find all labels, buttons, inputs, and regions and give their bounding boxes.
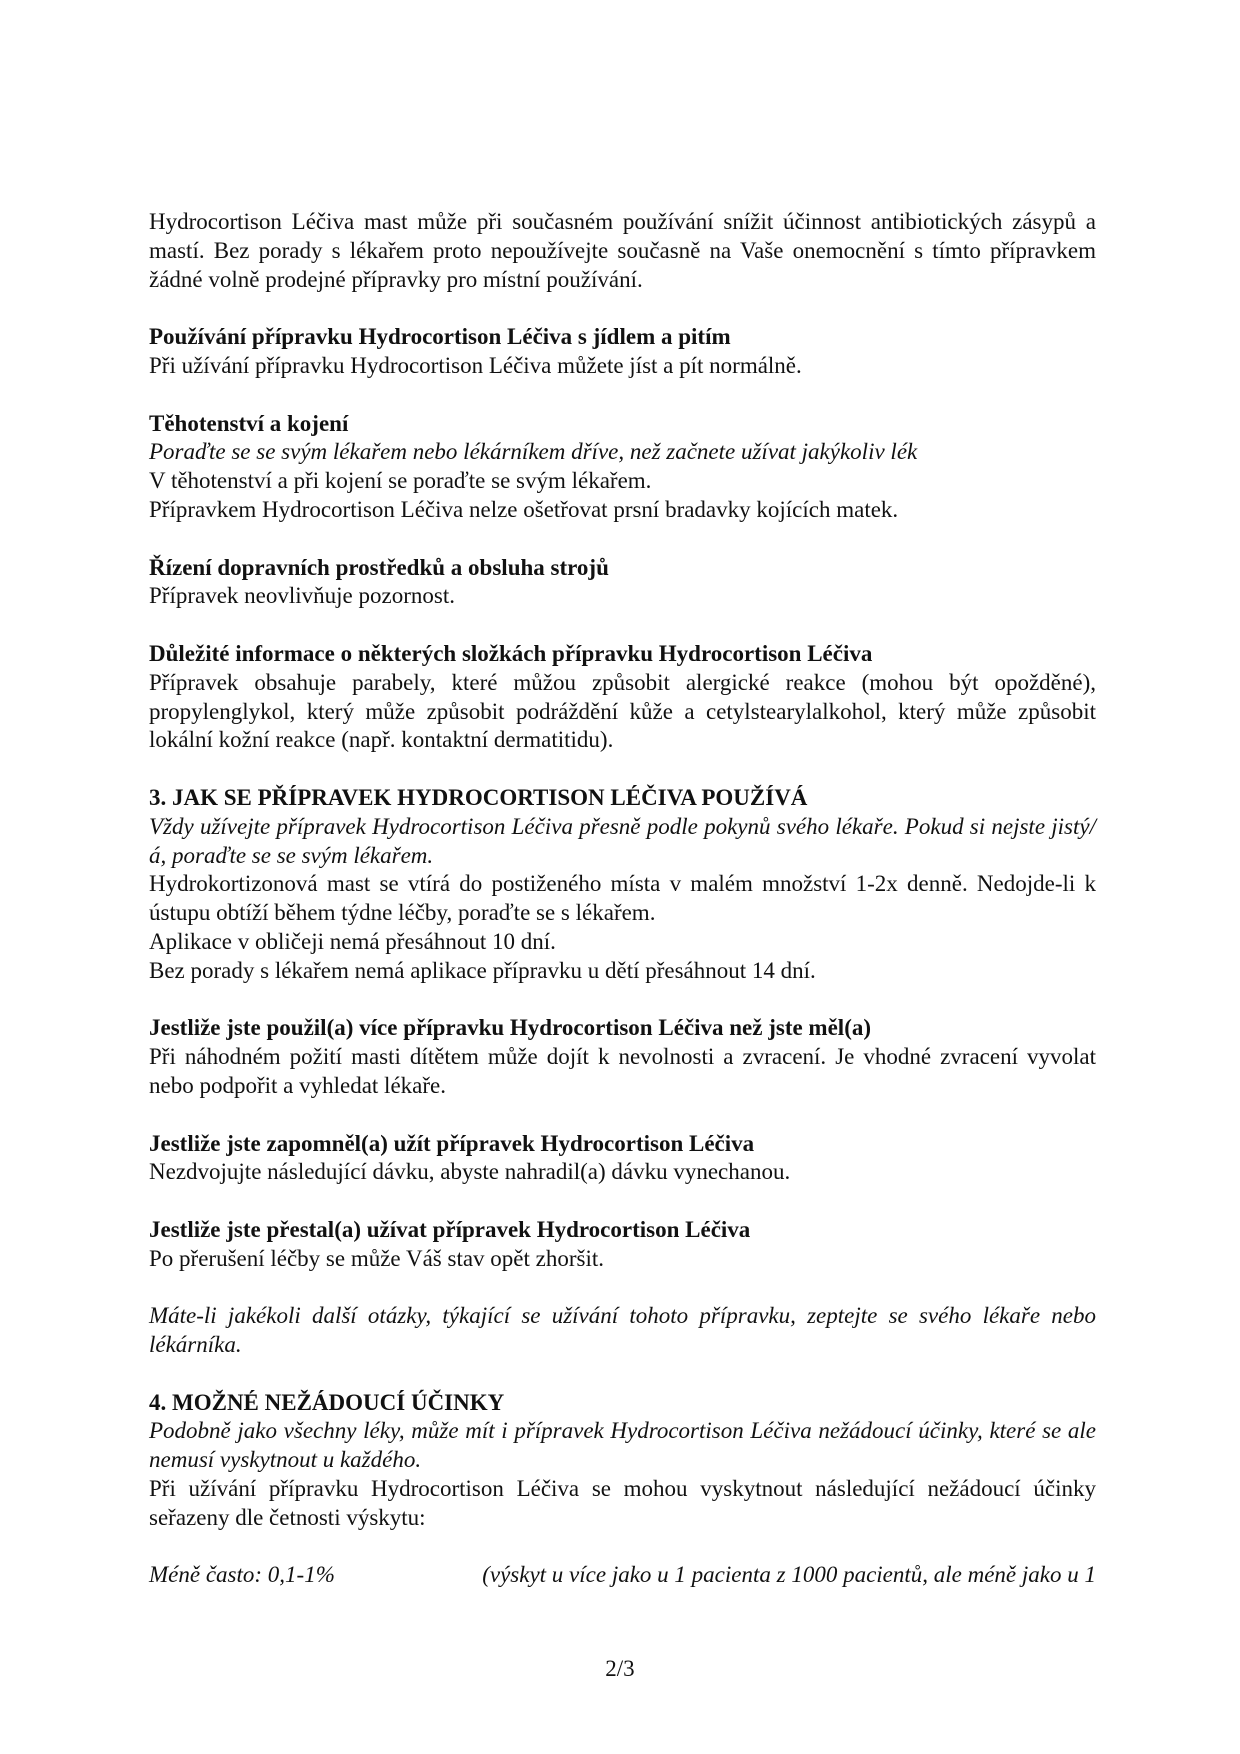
ingredients-heading: Důležité informace o některých složkách přípravku Hydrocortison Léčiva bbox=[149, 640, 873, 666]
section-3-advice: Vždy užívejte přípravek Hydrocortison Léčiva přesně podle pokynů svého lékaře. Pokud si nejste jistý/á, poraďte se se svým lékařem. bbox=[149, 813, 1096, 868]
section-3-heading: 3. JAK SE PŘÍPRAVEK HYDROCORTISON LÉČIVA POUŽÍVÁ bbox=[149, 784, 808, 810]
missed-dose-heading: Jestliže jste zapomněl(a) užít přípravek Hydrocortison Léčiva bbox=[149, 1130, 755, 1156]
pregnancy-heading: Těhotenství a kojení bbox=[149, 410, 349, 436]
section-4-advice: Podobně jako všechny léky, může mít i přípravek Hydrocortison Léčiva nežádoucí účinky, které se ale nemusí vyskytnout u každého. bbox=[149, 1418, 1096, 1473]
frequency-description: (výskyt u více jako u 1 pacienta z 1000 pacientů, ale méně jako u 1 bbox=[482, 1562, 1096, 1588]
pregnancy-advice: Poraďte se se svým lékařem nebo lékárníkem dříve, než začnete užívat jakýkoliv lék bbox=[149, 439, 918, 465]
intro-paragraph: Hydrocortison Léčiva mast může při současném používání snížit účinnost antibiotických zásypů a mastí. Bez porady s lékařem proto nepoužívejte současně na Vaše onemocnění s tímto přípravkem žádné volně prodejné přípravky pro místní používání. bbox=[149, 209, 1096, 292]
questions-text: Máte-li jakékoli další otázky, týkající se užívání tohoto přípravku, zeptejte se svého lékaře nebo lékárníka. bbox=[149, 1303, 1096, 1358]
pregnancy-line-2: Přípravkem Hydrocortison Léčiva nelze ošetřovat prsní bradavky kojících matek. bbox=[149, 496, 899, 522]
overdose-text: Při náhodném požití masti dítětem může dojít k nevolnosti a zvracení. Je vhodné zvracení vyvolat nebo podpořit a vyhledat lékaře. bbox=[149, 1044, 1096, 1098]
page-number: 2/3 bbox=[605, 1656, 635, 1681]
overdose-heading: Jestliže jste použil(a) více přípravku Hydrocortison Léčiva než jste měl(a) bbox=[149, 1015, 872, 1041]
ingredients-text: Přípravek obsahuje parabely, které můžou způsobit alergické reakce (mohou být opožděné), propylenglykol, který může způsobit podráždění kůže a cetylstearylalkohol, který může způsobit lokální kožní reakce (např. kontaktní dermatitidu). bbox=[149, 669, 1096, 753]
section-4-heading: 4. MOŽNÉ NEŽÁDOUCÍ ÚČINKY bbox=[149, 1389, 505, 1415]
stopped-heading: Jestliže jste přestal(a) užívat přípravek Hydrocortison Léčiva bbox=[149, 1216, 751, 1242]
food-text: Při užívání přípravku Hydrocortison Léčiva můžete jíst a pít normálně. bbox=[149, 352, 802, 378]
food-heading: Používání přípravku Hydrocortison Léčiva s jídlem a pitím bbox=[149, 324, 731, 350]
frequency-label: Méně často: 0,1-1% bbox=[149, 1562, 335, 1588]
missed-dose-text: Nezdvojujte následující dávku, abyste nahradil(a) dávku vynechanou. bbox=[149, 1159, 791, 1185]
section-3-face: Aplikace v obličeji nemá přesáhnout 10 dní. bbox=[149, 928, 556, 954]
pregnancy-line-1: V těhotenství a při kojení se poraďte se svým lékařem. bbox=[149, 468, 652, 494]
document-page bbox=[149, 208, 1096, 1590]
section-3-usage: Hydrokortizonová mast se vtírá do postiženého místa v malém množství 1-2x denně. Nedojde-li k ústupu obtíží během týdne léčby, poraďte se s lékařem. bbox=[149, 871, 1096, 926]
driving-heading: Řízení dopravních prostředků a obsluha strojů bbox=[149, 554, 609, 580]
section-3-children: Bez porady s lékařem nemá aplikace přípravku u dětí přesáhnout 14 dní. bbox=[149, 957, 816, 983]
driving-text: Přípravek neovlivňuje pozornost. bbox=[149, 583, 455, 609]
stopped-text: Po přerušení léčby se může Váš stav opět zhoršit. bbox=[149, 1245, 604, 1271]
frequency-line bbox=[149, 1561, 1096, 1590]
section-4-text: Při užívání přípravku Hydrocortison Léčiva se mohou vyskytnout následující nežádoucí účinky seřazeny dle četnosti výskytu: bbox=[149, 1476, 1096, 1530]
